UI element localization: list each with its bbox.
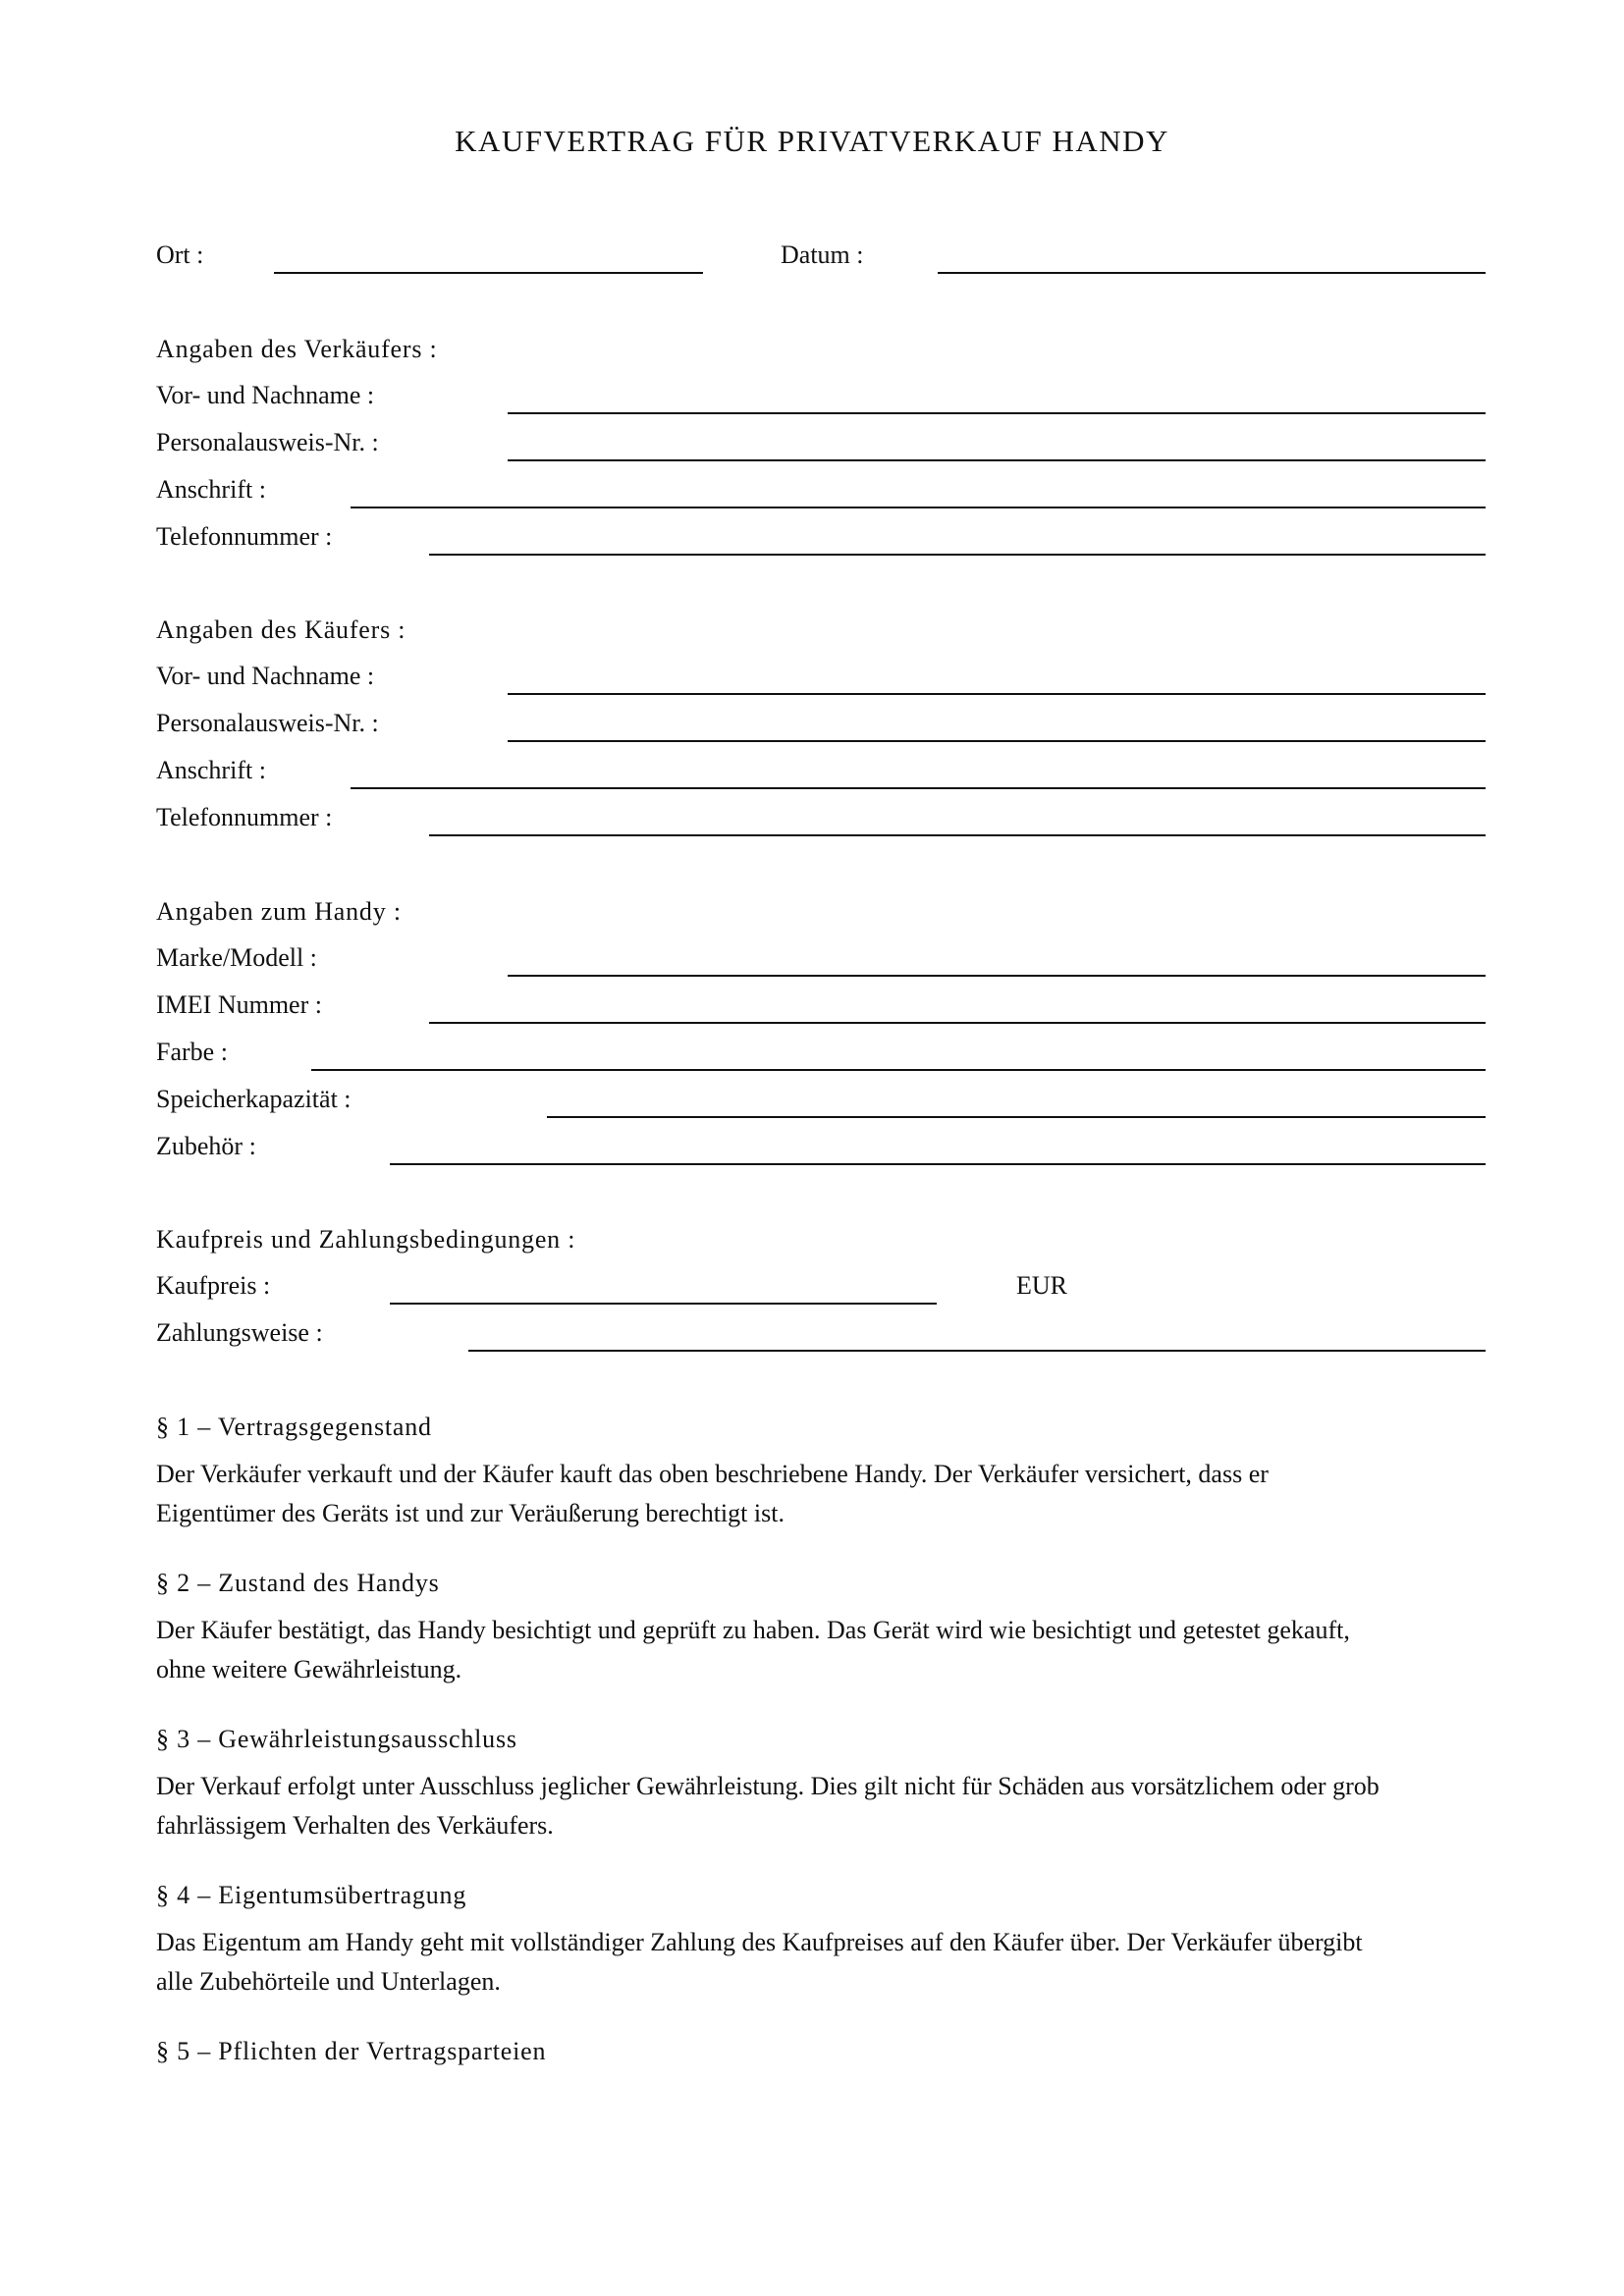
buyer-heading: Angaben des Käufers : (156, 615, 406, 644)
seller-phone-label: Telefonnummer : (156, 522, 333, 551)
buyer-address-field[interactable] (351, 762, 1486, 789)
color-field[interactable] (311, 1043, 1486, 1071)
buyer-address-label: Anschrift : (156, 756, 266, 784)
price-label: Kaufpreis : (156, 1271, 271, 1300)
payment-heading: Kaufpreis und Zahlungsbedingungen : (156, 1225, 576, 1254)
section-4-line-2: alle Zubehörteile und Unterlagen. (156, 1967, 501, 1996)
section-5-heading: § 5 – Pflichten der Vertragsparteien (156, 2037, 547, 2065)
datum-label: Datum : (781, 240, 864, 269)
section-1-heading: § 1 – Vertragsgegenstand (156, 1413, 432, 1441)
section-2-text (156, 1611, 1491, 1689)
phone-heading: Angaben zum Handy : (156, 897, 402, 926)
payment-method-label: Zahlungsweise : (156, 1318, 323, 1347)
section-1-line-1: Der Verkäufer verkauft und der Käufer kauft das oben beschriebene Handy. Der Verkäufer versichert, dass er (156, 1460, 1269, 1488)
buyer-phone-field[interactable] (429, 809, 1486, 836)
section-1-text (156, 1455, 1491, 1533)
section-2-line-2: ohne weitere Gewährleistung. (156, 1655, 462, 1683)
phone-model-label: Marke/Modell : (156, 943, 317, 972)
color-label: Farbe : (156, 1038, 228, 1066)
section-3-line-2: fahrlässigem Verhalten des Verkäufers. (156, 1811, 554, 1840)
seller-name-label: Vor- und Nachname : (156, 381, 375, 409)
imei-label: IMEI Nummer : (156, 990, 322, 1019)
seller-name-field[interactable] (508, 387, 1486, 414)
seller-address-field[interactable] (351, 481, 1486, 508)
payment-method-field[interactable] (468, 1324, 1486, 1352)
seller-address-label: Anschrift : (156, 475, 266, 504)
seller-id-field[interactable] (508, 434, 1486, 461)
buyer-id-field[interactable] (508, 715, 1486, 742)
storage-label: Speicherkapazität : (156, 1085, 352, 1113)
section-3-line-1: Der Verkauf erfolgt unter Ausschluss jeglicher Gewährleistung. Dies gilt nicht für Schäden aus vorsätzlichem oder grob (156, 1772, 1380, 1800)
accessories-label: Zubehör : (156, 1132, 256, 1160)
ort-field[interactable] (274, 246, 703, 274)
ort-label: Ort : (156, 240, 204, 269)
buyer-phone-label: Telefonnummer : (156, 803, 333, 831)
section-4-heading: § 4 – Eigentumsübertragung (156, 1881, 467, 1909)
section-2-heading: § 2 – Zustand des Handys (156, 1569, 440, 1597)
buyer-name-field[interactable] (508, 667, 1486, 695)
section-3-text (156, 1767, 1491, 1845)
seller-id-label: Personalausweis-Nr. : (156, 428, 379, 456)
buyer-id-label: Personalausweis-Nr. : (156, 709, 379, 737)
currency-label: EUR (1016, 1271, 1067, 1300)
phone-model-field[interactable] (508, 949, 1486, 977)
accessories-field[interactable] (390, 1138, 1486, 1165)
document-title: KAUFVERTRAG FÜR PRIVATVERKAUF HANDY (455, 124, 1169, 158)
price-field[interactable] (390, 1277, 937, 1305)
section-4-text (156, 1923, 1491, 2002)
section-3-heading: § 3 – Gewährleistungsausschluss (156, 1725, 517, 1753)
section-1-line-2: Eigentümer des Geräts ist und zur Veräußerung berechtigt ist. (156, 1499, 785, 1527)
section-4-line-1: Das Eigentum am Handy geht mit vollständiger Zahlung des Kaufpreises auf den Käufer über. Der Verkäufer übergibt (156, 1928, 1363, 1956)
seller-heading: Angaben des Verkäufers : (156, 335, 438, 363)
section-2-line-1: Der Käufer bestätigt, das Handy besichtigt und geprüft zu haben. Das Gerät wird wie besichtigt und getestet gekauft, (156, 1616, 1350, 1644)
datum-field[interactable] (938, 246, 1486, 274)
seller-phone-field[interactable] (429, 528, 1486, 556)
buyer-name-label: Vor- und Nachname : (156, 662, 375, 690)
storage-field[interactable] (547, 1091, 1486, 1118)
imei-field[interactable] (429, 996, 1486, 1024)
